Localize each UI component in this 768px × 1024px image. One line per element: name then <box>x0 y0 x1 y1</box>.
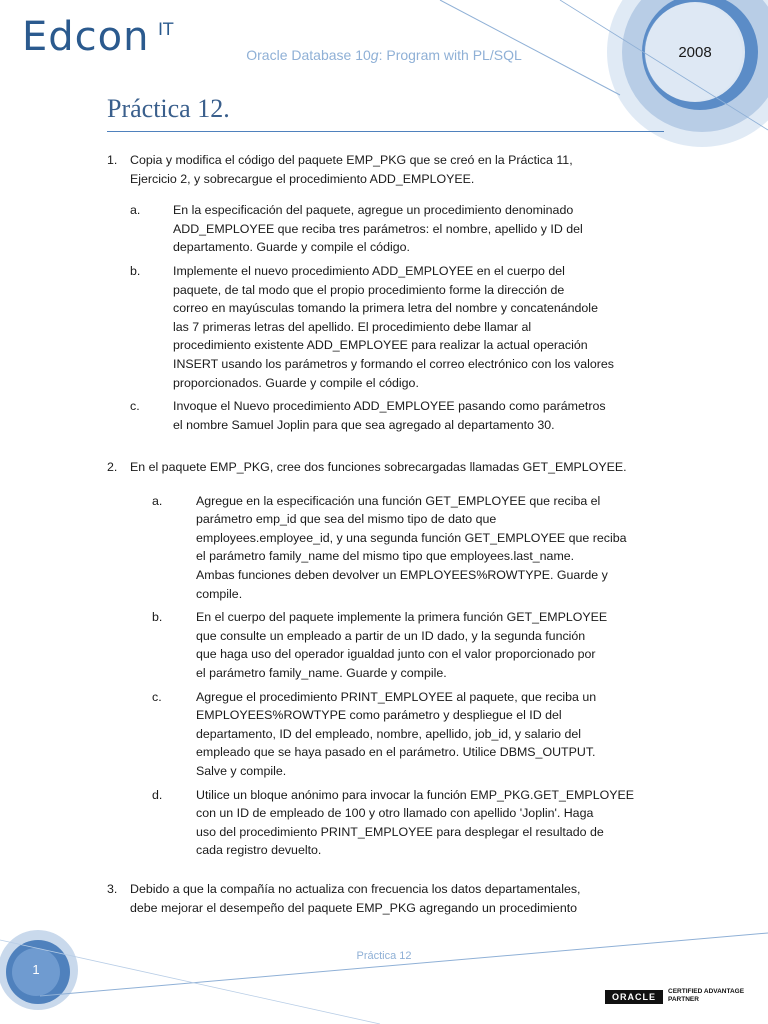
subitem-text-line: el nombre Samuel Joplin para que sea agregado al departamento 30. <box>173 417 555 432</box>
subitem-text-line: parámetro emp_id que sea del mismo tipo de dato que <box>196 512 497 527</box>
subitem-letter: a. <box>130 203 141 218</box>
subitem-text-line: departamento, ID del empleado, nombre, apellido, job_id, y salario del <box>196 726 582 741</box>
page-title: Práctica 12. <box>107 94 230 123</box>
partner-badge <box>668 988 744 1004</box>
subitem-text-line: Agregue en la especificación una función GET_EMPLOYEE que reciba el <box>196 493 601 508</box>
subitem-text-line: empleado que se haya pasado en el parámetro. Utilice DBMS_OUTPUT. <box>196 745 596 760</box>
subitem-text-line: INSERT usando los parámetros y formando el correo electrónico con los valores <box>173 357 614 371</box>
logo-text: Edcon <box>22 14 150 60</box>
subitem-text-line: Implemente el nuevo procedimiento ADD_EMPLOYEE en el cuerpo del <box>173 264 565 278</box>
subitem-letter: b. <box>130 264 141 278</box>
subitem-text-line: correo en mayúsculas tomando la primera letra del nombre y concatenándole <box>173 301 598 316</box>
subitem-text-line: Salve y compile. <box>196 764 287 778</box>
item-number: 2. <box>107 460 118 474</box>
header-year: 2008 <box>678 44 712 61</box>
subitem-text-line: el parámetro family_name. Guarde y compile. <box>196 666 447 680</box>
subitem-text-line: En la especificación del paquete, agregue un procedimiento denominado <box>173 203 574 218</box>
title-rule <box>107 131 664 132</box>
subitem-text-line: cada registro devuelto. <box>196 843 322 858</box>
item-text-line: Copia y modifica el código del paquete EMP_PKG que se creó en la Práctica 11, <box>130 153 573 167</box>
subitem-text-line: uso del procedimiento PRINT_EMPLOYEE para desplegar el resultado de <box>196 824 604 839</box>
subitem-letter: c. <box>152 689 162 704</box>
page-number: 1 <box>32 962 40 977</box>
subitem-text-line: En el cuerpo del paquete implemente la primera función GET_EMPLOYEE <box>196 610 608 625</box>
subitem-text-line: Ambas funciones deben devolver un EMPLOYEES%ROWTYPE. Guarde y <box>196 568 608 582</box>
subitem-text-line: compile. <box>196 586 243 601</box>
subtitle-prefix: Oracle Database 10 <box>246 47 371 63</box>
subitem-text-line: el parámetro family_name del mismo tipo que employees.last_name. <box>196 549 575 564</box>
subitem-text-line: Utilice un bloque anónimo para invocar la función EMP_PKG.GET_EMPLOYEE <box>196 787 635 802</box>
subitem-text-line: departamento. Guarde y compile el código. <box>173 240 410 255</box>
partner-line-1: CERTIFIED ADVANTAGE <box>668 988 745 995</box>
subitem-letter: b. <box>152 610 163 625</box>
partner-line-2: PARTNER <box>668 996 699 1003</box>
subitem-text-line: paquete, de tal modo que el propio procedimiento forme la dirección de <box>173 282 565 297</box>
subitem-text-line: con un ID de empleado de 100 y otro llamado con apellido 'Joplin'. Haga <box>196 806 594 821</box>
item-text-line: En el paquete EMP_PKG, cree dos funciones sobrecargadas llamadas GET_EMPLOYEE. <box>130 460 627 474</box>
subitem-text-line: Invoque el Nuevo procedimiento ADD_EMPLOYEE pasando como parámetros <box>173 399 606 414</box>
subtitle-suffix: : Program with PL/SQL <box>378 47 522 63</box>
subitem-text-line: employees.employee_id, y una segunda función GET_EMPLOYEE que reciba <box>196 530 627 545</box>
subitem-letter: c. <box>130 399 140 414</box>
footer-center: Práctica 12 <box>356 950 412 962</box>
subitem-text-line: procedimiento existente ADD_EMPLOYEE para realizar la actual operación <box>173 338 588 353</box>
subitem-letter: d. <box>152 787 163 802</box>
subitem-letter: a. <box>152 493 163 508</box>
subitem-text-line: las 7 primeras letras del apellido. El procedimiento debe llamar al <box>173 319 532 334</box>
item-number: 3. <box>107 882 118 896</box>
item-number: 1. <box>107 153 118 167</box>
item-text-line: debe mejorar el desempeño del paquete EMP_PKG agregando un procedimiento <box>130 900 578 915</box>
subtitle-g: g <box>370 47 379 63</box>
subitem-text-line: Agregue el procedimiento PRINT_EMPLOYEE al paquete, que reciba un <box>196 689 597 704</box>
subitem-text-line: que haga uso del operador igualdad junto con el valor proporcionado por <box>196 647 596 662</box>
subitem-text-line: que consulte un empleado a partir de un ID dado, y la segunda función <box>196 628 586 643</box>
subitem-text-line: proporcionados. Guarde y compile el código. <box>173 375 419 390</box>
header-subtitle <box>0 47 768 63</box>
oracle-logo: ORACLE <box>605 990 663 1004</box>
item-text-line: Debido a que la compañía no actualiza con frecuencia los datos departamentales, <box>130 882 581 896</box>
item-text-line: Ejercicio 2, y sobrecargue el procedimiento ADD_EMPLOYEE. <box>130 171 475 186</box>
subitem-text-line: ADD_EMPLOYEE que reciba tres parámetros: el nombre, apellido y ID del <box>173 221 583 236</box>
logo-superscript: IT <box>158 20 174 40</box>
subitem-text-line: EMPLOYEES%ROWTYPE como parámetro y despliegue el ID del <box>196 708 562 723</box>
